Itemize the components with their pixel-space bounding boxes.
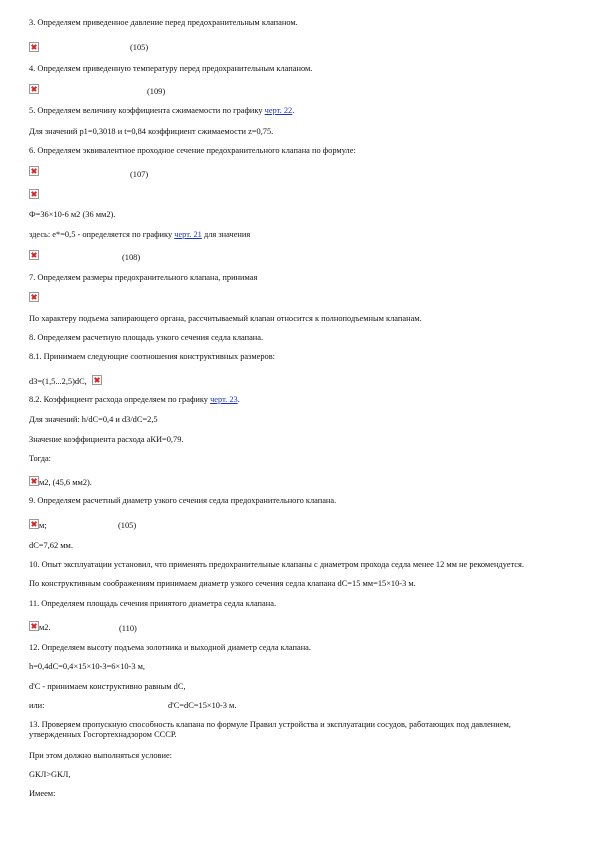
text: м2, (45,6 мм2). (39, 478, 92, 487)
broken-image-icon (29, 623, 39, 632)
paragraph: По характеру подъема запирающего органа, рассчитываемый клапан относится к полноподъемным клапанам. (29, 314, 422, 323)
paragraph: 13. Проверяем пропускную способность клапана по формуле Правил устройства и эксплуатации сосудов, работающих под давлением, (29, 720, 511, 729)
broken-image-icon (29, 189, 39, 201)
equation-number: (110) (119, 624, 137, 633)
text: . (237, 395, 240, 404)
paragraph: d'С - принимаем конструктивно равным dС, (29, 682, 186, 691)
paragraph: h=0,4dС=0,4×15×10-3=6×10-3 м, (29, 662, 145, 671)
paragraph: Значение коэффициента расхода аКИ=0,79. (29, 435, 184, 444)
broken-image-icon (29, 478, 39, 487)
broken-image-icon (29, 42, 39, 54)
paragraph: 3. Определяем приведенное давление перед предохранительным клапаном. (29, 18, 298, 27)
paragraph: GКЛ>GКЛ, (29, 770, 71, 779)
chart-link[interactable]: черт. 23 (210, 395, 238, 404)
paragraph: 10. Опыт эксплуатации установил, что применять предохранительные клапаны с диаметром прохода седла менее 12 мм не рекомендуется. (29, 560, 524, 569)
equation-number: (109) (147, 87, 166, 96)
paragraph: Для значений p1=0,3018 и t=0,84 коэффициент сжимаемости z=0,75. (29, 127, 274, 136)
text: для значения (201, 230, 251, 239)
paragraph: Тогда: (29, 454, 51, 463)
paragraph: 7. Определяем размеры предохранительного клапана, принимая (29, 273, 258, 282)
paragraph: 9. Определяем расчетный диаметр узкого сечения седла предохранительного клапана. (29, 496, 337, 505)
formula: d'С=dС=15×10-3 м. (168, 701, 237, 710)
text: 5. Определяем величину коэффициента сжимаемости по графику (29, 106, 265, 115)
text: 8.2. Коэффициент расхода определяем по графику (29, 395, 211, 404)
paragraph: 6. Определяем эквивалентное проходное сечение предохранительного клапана по формуле: (29, 146, 356, 155)
paragraph: 8. Определяем расчетную площадь узкого сечения седла клапана. (29, 333, 264, 342)
chart-link[interactable]: черт. 21 (174, 230, 202, 239)
chart-link[interactable]: черт. 22 (264, 106, 293, 115)
paragraph: Ф=36×10-6 м2 (36 мм2). (29, 210, 116, 219)
paragraph: 12. Определяем высоту подъема золотника и выходной диаметр седла клапана. (29, 643, 311, 652)
paragraph (29, 106, 294, 116)
text: м2. (39, 623, 51, 632)
paragraph: Для значений: h/dС=0,4 и d3/dС=2,5 (29, 415, 158, 424)
paragraph: утвержденных Госгортехнадзором СССР. (29, 730, 177, 739)
text: здесь: е*=0,5 - определяется по графику (29, 230, 175, 239)
paragraph: 11. Определяем площадь сечения принятого диаметра седла клапана. (29, 599, 277, 608)
paragraph: 4. Определяем приведенную температуру перед предохранительным клапаном. (29, 64, 313, 73)
text: м; (39, 521, 47, 530)
equation-number: (107) (130, 170, 149, 179)
broken-image-icon (29, 521, 39, 530)
broken-image-icon (29, 292, 39, 304)
text: . (292, 106, 295, 115)
paragraph (29, 395, 240, 405)
broken-image-icon (92, 377, 102, 386)
equation-number: (105) (130, 43, 149, 52)
equation-number: (105) (118, 521, 137, 530)
paragraph (29, 519, 47, 531)
paragraph (29, 230, 250, 240)
text: d3=(1,5...2,5)dС, (29, 377, 87, 386)
equation-number: (108) (122, 253, 141, 262)
paragraph (29, 375, 102, 387)
paragraph: dС=7,62 мм. (29, 541, 73, 550)
paragraph: Имеем: (29, 789, 56, 798)
paragraph (29, 621, 51, 633)
paragraph: или: (29, 701, 45, 710)
paragraph: При этом должно выполняться условие: (29, 751, 172, 760)
broken-image-icon (29, 84, 39, 96)
paragraph: 8.1. Принимаем следующие соотношения конструктивных размеров: (29, 352, 276, 361)
broken-image-icon (29, 166, 39, 178)
broken-image-icon (29, 250, 39, 262)
paragraph (29, 476, 92, 488)
paragraph: По конструктивным соображениям принимаем диаметр узкого сечения седла клапана dС=15 мм=15×10-3 м. (29, 579, 416, 588)
